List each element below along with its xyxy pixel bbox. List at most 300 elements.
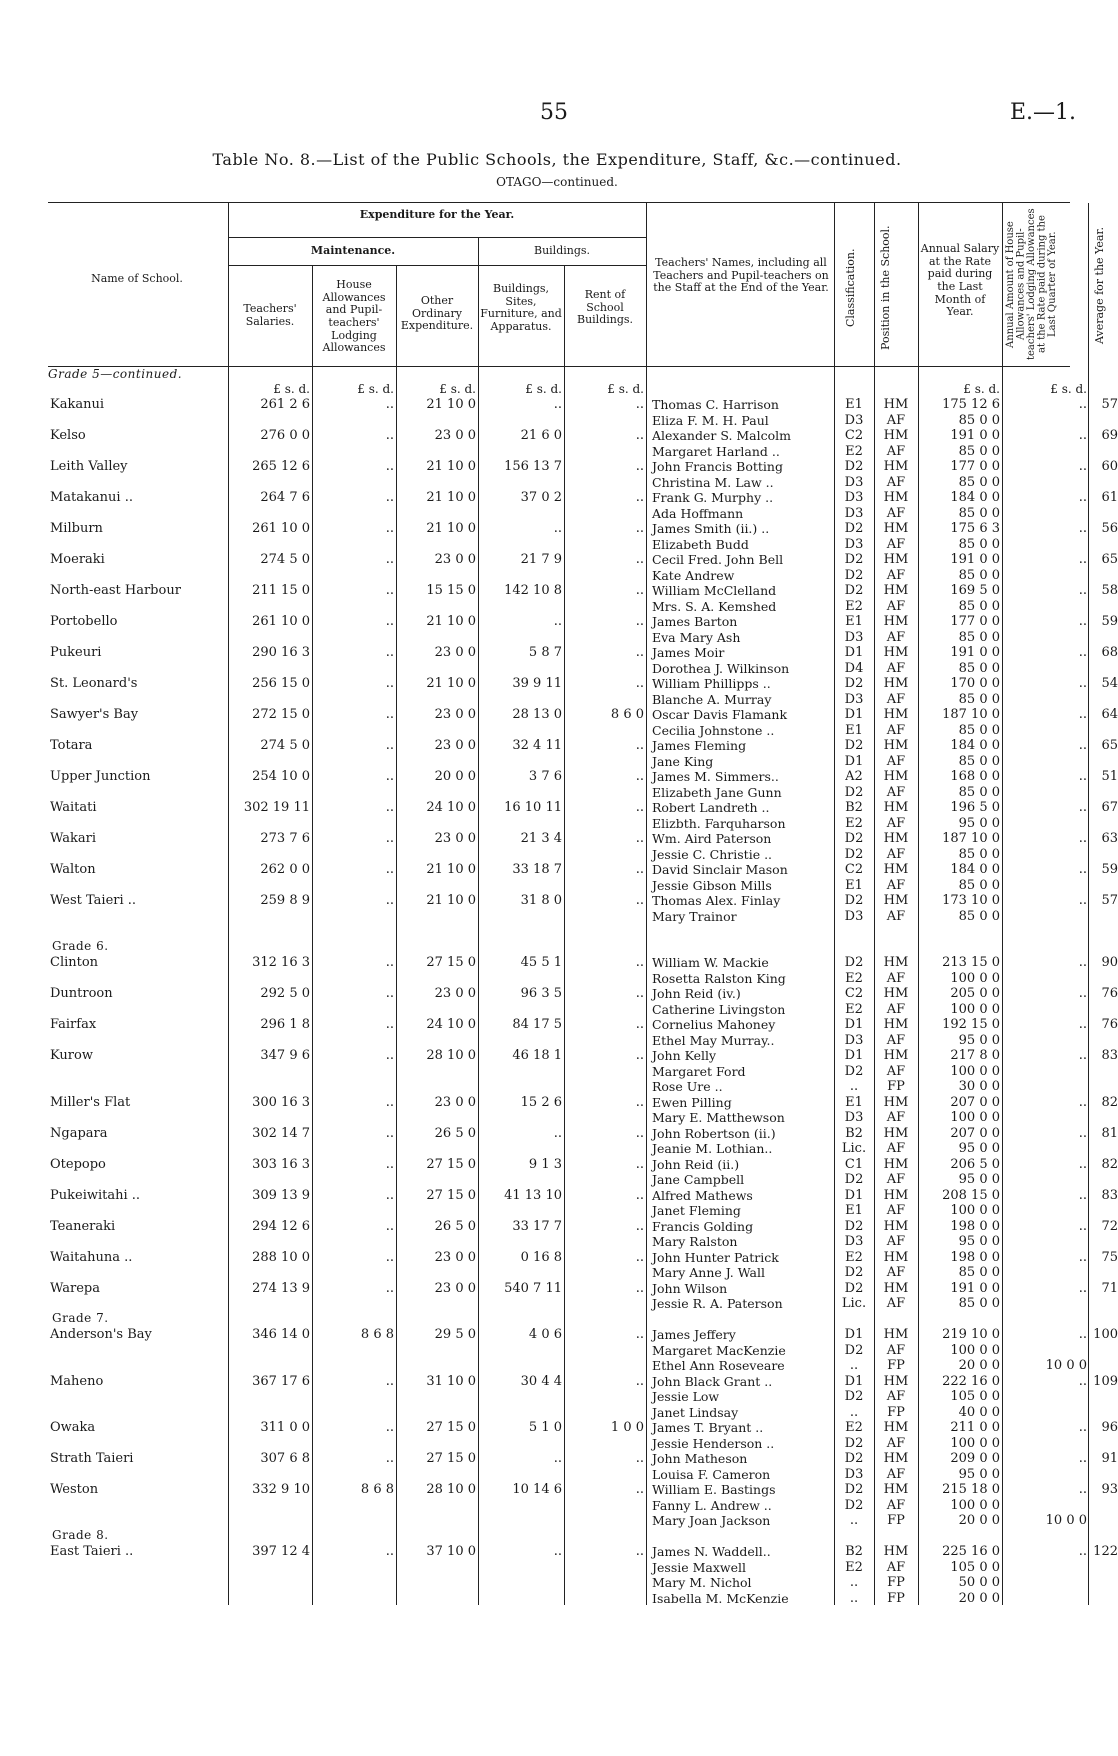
cell-ann: .. <box>1078 397 1087 412</box>
cell-ord: 21 10 0 <box>426 614 476 629</box>
cell-avg: 76 <box>1101 986 1118 1001</box>
cell-ann: .. <box>1078 831 1087 846</box>
table-row <box>48 1002 1070 1018</box>
cell-pos: AF <box>886 598 906 614</box>
cell-tch: Janet Lindsay <box>652 1404 739 1420</box>
header-expenditure: Expenditure for the Year. <box>359 208 515 221</box>
cell-sal: 294 12 6 <box>252 1218 310 1234</box>
cell-lsal: 85 0 0 <box>958 629 1000 645</box>
cell-pos: HM <box>883 1544 909 1559</box>
cell-pos: AF <box>886 1110 906 1125</box>
cell-bld: 46 18 1 <box>512 1048 562 1063</box>
cell-name: Sawyer's Bay <box>50 707 139 722</box>
cell-tch: Mary Ralston <box>652 1234 738 1249</box>
cell-bld: 10 14 6 <box>512 1482 562 1497</box>
cell-avg: 57 <box>1101 893 1118 908</box>
cell-cls: D3 <box>844 412 864 428</box>
cell-tch: John Reid (iv.) <box>652 986 741 1001</box>
cell-lsal: 85 0 0 <box>958 474 1000 490</box>
cell-pos: HM <box>883 1249 909 1265</box>
cell-cls: E1 <box>845 1203 863 1218</box>
cell-ord: 23 0 0 <box>434 1094 476 1110</box>
table-row <box>48 444 1070 460</box>
table-row <box>48 909 1070 925</box>
cell-cls: E2 <box>845 970 863 986</box>
cell-name: Duntroon <box>50 986 113 1001</box>
cell-name: Waitahuna .. <box>50 1249 133 1265</box>
cell-rent: .. <box>635 1451 644 1466</box>
cell-ord: 37 10 0 <box>426 1544 476 1559</box>
cell-ord: 21 10 0 <box>426 459 476 474</box>
cell-pos: AF <box>886 1497 906 1513</box>
cell-avg: 100 <box>1093 1327 1118 1342</box>
cell-pos: HM <box>883 521 909 536</box>
cell-bld: 37 0 2 <box>520 490 562 505</box>
cell-tch: Elizabeth Budd <box>652 536 749 552</box>
cell-avg: 61 <box>1101 490 1118 505</box>
table-row <box>48 568 1070 584</box>
grade-heading: Grade 5—continued. <box>48 366 183 381</box>
cell-sal: 397 12 4 <box>252 1544 310 1559</box>
cell-bld: 15 2 6 <box>520 1094 562 1110</box>
cell-cls: D1 <box>844 1373 864 1389</box>
cell-lsal: 95 0 0 <box>958 815 1000 831</box>
cell-tch: John Black Grant .. <box>652 1373 773 1389</box>
cell-cls: E2 <box>845 1420 863 1435</box>
cell-name: Pukeuri <box>50 645 102 660</box>
cell-pos: HM <box>883 738 909 753</box>
table-row <box>48 475 1070 491</box>
cell-cls: D1 <box>844 707 864 722</box>
cell-pos: AF <box>886 1234 906 1249</box>
cell-bld: 3 7 6 <box>528 769 562 784</box>
table-row <box>48 599 1070 615</box>
cell-tch: Wm. Aird Paterson <box>652 831 772 846</box>
table-row <box>48 1591 1070 1607</box>
cell-ord: 23 0 0 <box>434 986 476 1001</box>
cell-sal: 290 16 3 <box>252 645 310 660</box>
cell-tch: Fanny L. Andrew .. <box>652 1497 772 1513</box>
table-row <box>48 1529 1070 1545</box>
cell-lsal: 169 5 0 <box>950 583 1000 598</box>
cell-lsal: 95 0 0 <box>958 1032 1000 1048</box>
cell-hal: .. <box>385 428 394 443</box>
table-row <box>48 707 1118 723</box>
cell-lsal: 208 15 0 <box>942 1187 1000 1203</box>
table-title: Table No. 8.—List of the Public Schools, the Expenditure, Staff, &c.—continued. <box>212 150 902 169</box>
cell-cls: D2 <box>844 846 864 862</box>
table-row <box>48 1187 1118 1204</box>
cell-cls: D2 <box>844 676 864 691</box>
cell-tch: Isabella M. McKenzie <box>652 1590 789 1606</box>
cell-hal: .. <box>385 893 394 908</box>
cell-pos: HM <box>883 1048 909 1063</box>
cell-ann: .. <box>1078 800 1087 815</box>
table-row <box>48 661 1070 677</box>
cell-avg: 82 <box>1101 1094 1118 1110</box>
units-salaries: £ s. d. <box>273 382 310 396</box>
cell-cls: B2 <box>845 1544 863 1559</box>
cell-name: Walton <box>50 862 96 877</box>
cell-ann: .. <box>1078 428 1087 443</box>
cell-pos: HM <box>883 955 909 970</box>
cell-lsal: 184 0 0 <box>950 490 1000 505</box>
cell-sal: 274 13 9 <box>252 1280 310 1296</box>
cell-sal: 254 10 0 <box>252 769 310 784</box>
cell-rent: .. <box>635 1280 644 1296</box>
cell-rent: .. <box>635 862 644 877</box>
cell-tch: Mary Anne J. Wall <box>652 1265 765 1280</box>
units-buildings: £ s. d. <box>525 382 562 396</box>
cell-cls: D1 <box>844 645 864 660</box>
cell-sal: 259 8 9 <box>260 893 310 908</box>
cell-tch: David Sinclair Mason <box>652 862 788 877</box>
table-row <box>48 1172 1070 1188</box>
cell-cls: D2 <box>844 1451 864 1466</box>
cell-lsal: 170 0 0 <box>950 676 1000 691</box>
cell-pos: HM <box>883 1017 909 1032</box>
cell-hal: .. <box>385 800 394 815</box>
cell-cls: D2 <box>844 521 864 536</box>
table-row <box>48 1156 1118 1173</box>
cell-pos: HM <box>883 1094 909 1110</box>
table-row <box>48 971 1070 987</box>
cell-sal: 272 15 0 <box>252 707 310 722</box>
cell-lsal: 198 0 0 <box>950 1249 1000 1265</box>
cell-cls: D2 <box>844 955 864 970</box>
cell-lsal: 191 0 0 <box>950 552 1000 567</box>
cell-pos: HM <box>883 800 909 815</box>
cell-rent: 1 0 0 <box>610 1420 644 1435</box>
cell-ord: 27 15 0 <box>426 1451 476 1466</box>
cell-cls: E2 <box>845 443 863 459</box>
cell-tch: Rosetta Ralston King <box>652 970 786 986</box>
cell-cls: E2 <box>845 1001 863 1017</box>
cell-pos: FP <box>887 1590 905 1606</box>
cell-cls: D2 <box>844 831 864 846</box>
cell-tch: Margaret Harland .. <box>652 443 780 459</box>
table-row <box>48 1141 1070 1157</box>
cell-name: Anderson's Bay <box>50 1327 152 1342</box>
table-row <box>48 1079 1070 1095</box>
table-row <box>48 1451 1118 1467</box>
header-average: Average for the Year. <box>1093 227 1106 344</box>
cell-lsal: 198 0 0 <box>950 1218 1000 1234</box>
cell-avg: 67 <box>1101 800 1118 815</box>
cell-ann: .. <box>1078 769 1087 784</box>
cell-bld: 4 0 6 <box>528 1327 562 1342</box>
cell-tch: William W. Mackie <box>652 955 769 970</box>
cell-name: Kakanui <box>50 397 104 412</box>
cell-hal: .. <box>385 521 394 536</box>
table-row <box>48 1420 1118 1436</box>
cell-pos: HM <box>883 490 909 505</box>
cell-ann: 10 0 0 <box>1045 1513 1087 1528</box>
cell-rent: .. <box>635 676 644 691</box>
header-name-of-school: Name of School. <box>91 272 183 285</box>
cell-avg: 59 <box>1101 862 1118 877</box>
cell-cls: C2 <box>844 986 864 1001</box>
cell-name: Clinton <box>50 955 99 970</box>
table-row <box>48 630 1070 646</box>
cell-hal: .. <box>385 1420 394 1435</box>
cell-pos: AF <box>886 1342 906 1358</box>
cell-rent: .. <box>635 738 644 753</box>
cell-pos: AF <box>886 412 906 428</box>
table-row <box>48 1498 1070 1514</box>
cell-tch: John Hunter Patrick <box>652 1249 779 1265</box>
table-row <box>48 676 1118 692</box>
cell-ord: 23 0 0 <box>434 1280 476 1296</box>
cell-pos: AF <box>886 970 906 986</box>
cell-bld: .. <box>553 1451 562 1466</box>
cell-hal: .. <box>385 831 394 846</box>
table-row <box>48 1436 1070 1452</box>
cell-lsal: 85 0 0 <box>958 598 1000 614</box>
cell-cls: D3 <box>844 536 864 552</box>
table-row <box>48 955 1118 971</box>
table-row <box>48 428 1118 444</box>
cell-lsal: 95 0 0 <box>958 1172 1000 1187</box>
cell-cls: D3 <box>844 629 864 645</box>
cell-lsal: 184 0 0 <box>950 862 1000 877</box>
units-row <box>48 382 1087 398</box>
cell-tch: Frank G. Murphy .. <box>652 490 774 505</box>
cell-ord: 26 5 0 <box>434 1125 476 1141</box>
table-row <box>48 738 1118 754</box>
table-row <box>48 1327 1118 1343</box>
table-row <box>48 769 1118 785</box>
grade-heading: Grade 8. <box>52 1528 109 1542</box>
cell-name: Strath Taieri <box>50 1451 134 1466</box>
cell-bld: 33 17 7 <box>512 1218 562 1234</box>
cell-cls: D2 <box>844 459 864 474</box>
cell-cls: .. <box>849 1404 859 1420</box>
table-row <box>48 397 1118 413</box>
cell-cls: E2 <box>845 1249 863 1265</box>
cell-avg: 54 <box>1101 676 1118 691</box>
cell-avg: 71 <box>1101 1280 1118 1296</box>
cell-ord: 24 10 0 <box>426 800 476 815</box>
cell-tch: Mary Joan Jackson <box>652 1513 771 1528</box>
cell-lsal: 85 0 0 <box>958 1265 1000 1280</box>
cell-ann: .. <box>1078 986 1087 1001</box>
cell-bld: 21 7 9 <box>520 552 562 567</box>
cell-cls: E1 <box>845 877 863 893</box>
cell-cls: D2 <box>844 1172 864 1187</box>
cell-bld: .. <box>553 614 562 629</box>
cell-ord: 21 10 0 <box>426 893 476 908</box>
cell-hal: .. <box>385 1156 394 1172</box>
cell-avg: 68 <box>1101 645 1118 660</box>
cell-pos: AF <box>886 1203 906 1218</box>
table-row <box>48 1343 1070 1359</box>
cell-pos: HM <box>883 614 909 629</box>
cell-tch: Jessie Maxwell <box>652 1559 747 1575</box>
cell-cls: .. <box>849 1575 859 1590</box>
cell-tch: John Francis Botting <box>652 459 783 474</box>
cell-pos: AF <box>886 474 906 490</box>
cell-cls: D1 <box>844 1017 864 1032</box>
cell-bld: 45 5 1 <box>520 955 562 970</box>
cell-tch: Margaret Ford <box>652 1063 746 1079</box>
cell-cls: D1 <box>844 1327 864 1342</box>
cell-name: Owaka <box>50 1420 96 1435</box>
table-row <box>48 537 1070 553</box>
cell-sal: 261 10 0 <box>252 521 310 536</box>
cell-hal: .. <box>385 1280 394 1296</box>
cell-pos: AF <box>886 629 906 645</box>
cell-name: North-east Harbour <box>50 583 181 598</box>
cell-rent: .. <box>635 893 644 908</box>
cell-lsal: 206 5 0 <box>950 1156 1000 1172</box>
cell-name: Leith Valley <box>50 459 128 474</box>
table-row <box>48 940 1070 956</box>
cell-lsal: 105 0 0 <box>950 1389 1000 1404</box>
table-row <box>48 831 1118 847</box>
grade-heading: Grade 6. <box>52 939 109 953</box>
cell-lsal: 187 10 0 <box>942 831 1000 846</box>
cell-tch: James Moir <box>652 645 725 660</box>
cell-hal: .. <box>385 397 394 412</box>
cell-tch: James Jeffery <box>652 1327 736 1342</box>
header-house-allowances: House Allowances and Pupil-teachers' Lodging Allowances <box>322 278 386 355</box>
cell-tch: Eva Mary Ash <box>652 629 741 645</box>
cell-ann: .. <box>1078 1482 1087 1497</box>
cell-ann: .. <box>1078 893 1087 908</box>
cell-name: Fairfax <box>50 1017 97 1032</box>
cell-tch: Ewen Pilling <box>652 1094 732 1110</box>
cell-cls: D2 <box>844 738 864 753</box>
cell-pos: AF <box>886 784 906 800</box>
cell-ord: 28 10 0 <box>426 1048 476 1063</box>
cell-ann: .. <box>1078 645 1087 660</box>
cell-tch: Mary E. Matthewson <box>652 1110 785 1125</box>
cell-bld: 21 3 4 <box>520 831 562 846</box>
table-row <box>48 1405 1070 1421</box>
cell-tch: Blanche A. Murray <box>652 691 772 707</box>
cell-bld: 16 10 11 <box>504 800 562 815</box>
cell-ann: .. <box>1078 552 1087 567</box>
cell-ann: .. <box>1078 1451 1087 1466</box>
cell-ord: 27 15 0 <box>426 1420 476 1435</box>
cell-tch: Margaret MacKenzie <box>652 1342 786 1358</box>
cell-lsal: 168 0 0 <box>950 769 1000 784</box>
cell-sal: 347 9 6 <box>260 1048 310 1063</box>
cell-pos: HM <box>883 769 909 784</box>
cell-lsal: 85 0 0 <box>958 908 1000 924</box>
cell-tch: Cornelius Mahoney <box>652 1017 776 1032</box>
table-row <box>48 1389 1070 1405</box>
cell-rent: .. <box>635 831 644 846</box>
table-row <box>48 785 1070 801</box>
cell-name: Maheno <box>50 1373 104 1389</box>
cell-ord: 23 0 0 <box>434 1249 476 1265</box>
cell-rent: .. <box>635 1218 644 1234</box>
cell-rent: .. <box>635 955 644 970</box>
cell-ann: .. <box>1078 738 1087 753</box>
cell-bld: 41 13 10 <box>504 1187 562 1203</box>
cell-lsal: 175 12 6 <box>942 397 1000 412</box>
cell-pos: HM <box>883 1218 909 1234</box>
cell-name: Wakari <box>50 831 96 846</box>
cell-pos: AF <box>886 443 906 459</box>
cell-tch: John Reid (ii.) <box>652 1156 740 1172</box>
cell-pos: HM <box>883 676 909 691</box>
cell-cls: C1 <box>844 1156 864 1172</box>
cell-bld: .. <box>553 521 562 536</box>
cell-ann: .. <box>1078 583 1087 598</box>
cell-hal: .. <box>385 1125 394 1141</box>
cell-cls: D2 <box>844 1497 864 1513</box>
cell-pos: HM <box>883 862 909 877</box>
cell-sal: 288 10 0 <box>252 1249 310 1265</box>
cell-cls: E2 <box>845 815 863 831</box>
table-row <box>48 1234 1070 1250</box>
cell-avg: 72 <box>1101 1218 1118 1234</box>
cell-avg: 65 <box>1101 552 1118 567</box>
cell-lsal: 187 10 0 <box>942 707 1000 722</box>
cell-cls: Lic. <box>841 1296 867 1311</box>
cell-rent: 8 6 0 <box>610 707 644 722</box>
table-row <box>48 1467 1070 1483</box>
cell-bld: 156 13 7 <box>504 459 562 474</box>
cell-rent: .. <box>635 428 644 443</box>
cell-sal: 262 0 0 <box>260 862 310 877</box>
cell-lsal: 85 0 0 <box>958 412 1000 428</box>
cell-lsal: 215 18 0 <box>942 1482 1000 1497</box>
cell-cls: .. <box>849 1513 859 1528</box>
cell-pos: AF <box>886 567 906 583</box>
cell-pos: AF <box>886 1265 906 1280</box>
table-row <box>48 1064 1070 1080</box>
cell-tch: James T. Bryant .. <box>652 1420 764 1435</box>
cell-ord: 21 10 0 <box>426 676 476 691</box>
cell-avg: 83 <box>1101 1187 1118 1203</box>
cell-ann: .. <box>1078 1327 1087 1342</box>
cell-ord: 23 0 0 <box>434 428 476 443</box>
cell-avg: 76 <box>1101 1017 1118 1032</box>
page-number: 55 <box>540 100 568 125</box>
cell-cls: D2 <box>844 567 864 583</box>
cell-lsal: 196 5 0 <box>950 800 1000 815</box>
cell-cls: D2 <box>844 1482 864 1497</box>
header-teachers-salaries: Teachers' Salaries. <box>243 302 297 328</box>
cell-pos: HM <box>883 1482 909 1497</box>
cell-bld: 33 18 7 <box>512 862 562 877</box>
cell-hal: .. <box>385 676 394 691</box>
cell-pos: AF <box>886 722 906 738</box>
cell-pos: HM <box>883 645 909 660</box>
cell-ord: 23 0 0 <box>434 831 476 846</box>
cell-cls: D3 <box>844 505 864 521</box>
cell-ord: 31 10 0 <box>426 1373 476 1389</box>
cell-sal: 367 17 6 <box>252 1373 310 1389</box>
cell-avg: 109 <box>1093 1373 1118 1389</box>
cell-avg: 93 <box>1101 1482 1118 1497</box>
table-row <box>48 1280 1118 1297</box>
cell-lsal: 95 0 0 <box>958 1234 1000 1249</box>
cell-lsal: 50 0 0 <box>958 1575 1000 1590</box>
cell-tch: James Barton <box>652 614 738 629</box>
cell-cls: D1 <box>844 1048 864 1063</box>
cell-pos: HM <box>883 707 909 722</box>
table-row <box>48 1249 1118 1266</box>
cell-bld: 84 17 5 <box>512 1017 562 1032</box>
cell-ann: .. <box>1078 1420 1087 1435</box>
cell-ann: .. <box>1078 521 1087 536</box>
cell-pos: HM <box>883 459 909 474</box>
